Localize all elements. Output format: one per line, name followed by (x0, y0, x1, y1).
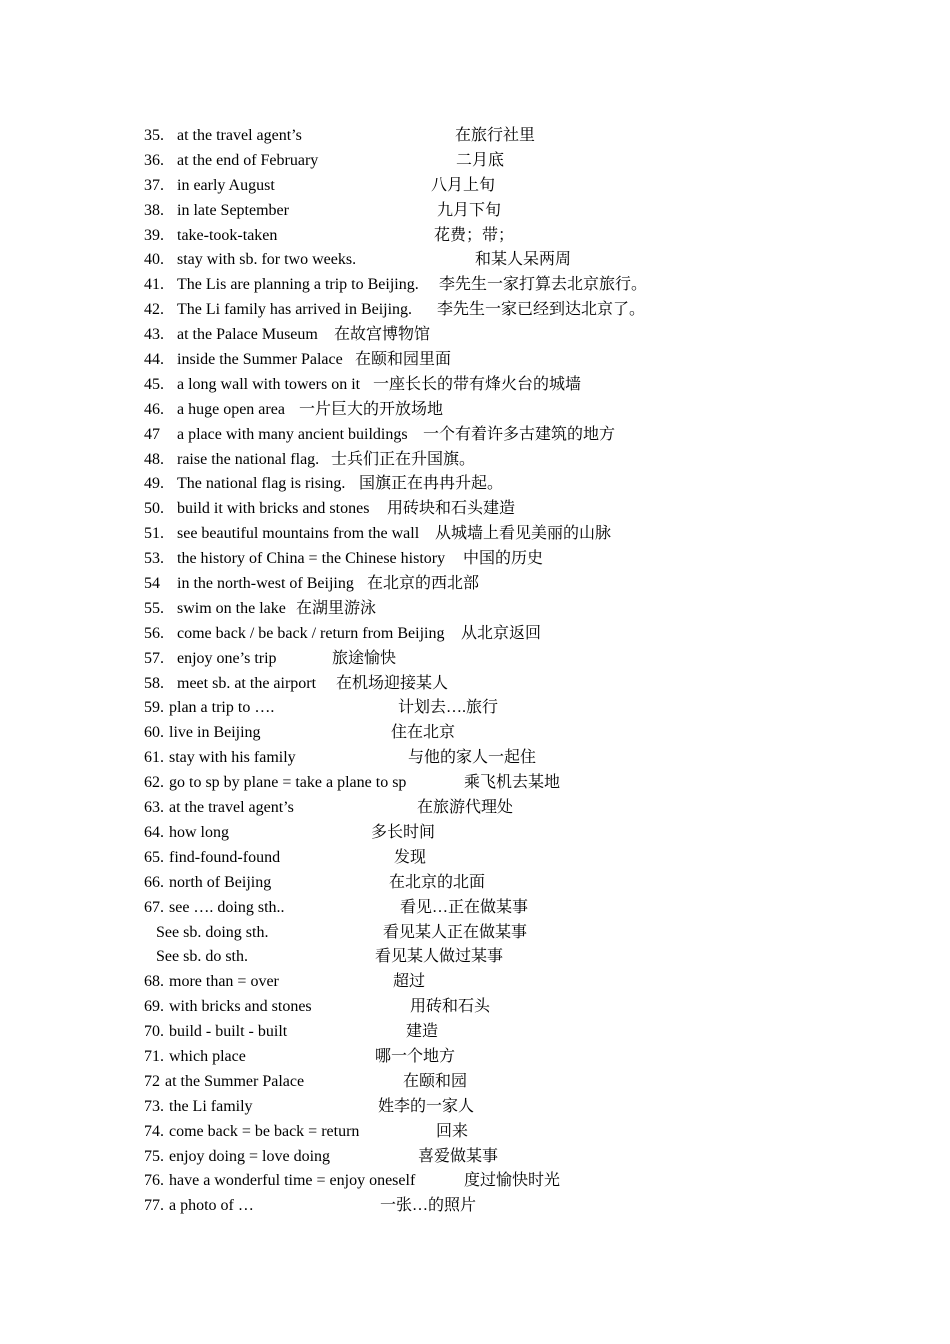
english-phrase: have a wonderful time = enjoy oneself (169, 1172, 416, 1190)
chinese-translation: 与他的家人一起住 (408, 749, 537, 767)
vocabulary-entry (144, 248, 864, 273)
english-phrase: enjoy one’s trip (177, 649, 277, 667)
chinese-translation: 在机场迎接某人 (336, 674, 449, 692)
english-phrase: come back = be back = return (169, 1122, 360, 1140)
english-phrase: at the end of February (177, 151, 319, 169)
vocabulary-entry (144, 721, 864, 746)
entry-number: 46. (144, 400, 164, 418)
entry-number: 48. (144, 450, 164, 468)
english-phrase: stay with his family (169, 749, 296, 767)
english-phrase: stay with sb. for two weeks. (177, 251, 357, 269)
entry-number: 59. (144, 699, 164, 717)
chinese-translation: 九月下旬 (437, 201, 502, 219)
chinese-translation: 八月上旬 (431, 176, 496, 194)
chinese-translation: 李先生一家打算去北京旅行。 (439, 276, 648, 294)
entry-number: 55. (144, 599, 164, 617)
chinese-translation: 从城墙上看见美丽的山脉 (435, 525, 612, 543)
english-phrase: swim on the lake (177, 599, 286, 617)
english-phrase: The national flag is rising. (177, 475, 346, 493)
vocabulary-entry (144, 1020, 864, 1045)
entry-number: 75. (144, 1147, 164, 1165)
entry-number: 38. (144, 201, 164, 219)
english-phrase: which place (169, 1047, 246, 1065)
vocabulary-entry (144, 1194, 864, 1219)
english-phrase: go to sp by plane = take a plane to sp (169, 774, 407, 792)
vocabulary-entry (144, 323, 864, 348)
chinese-translation: 姓李的一家人 (378, 1097, 475, 1115)
vocabulary-entry (144, 871, 864, 896)
vocabulary-entry (144, 1095, 864, 1120)
vocabulary-entry (144, 1145, 864, 1170)
entry-number: 74. (144, 1122, 164, 1140)
english-phrase: find-found-found (169, 848, 281, 866)
chinese-translation: 超过 (393, 973, 426, 991)
english-phrase: a huge open area (177, 400, 285, 418)
chinese-translation: 中国的历史 (463, 550, 544, 568)
chinese-translation: 一张…的照片 (380, 1197, 477, 1215)
english-phrase: at the travel agent’s (177, 127, 302, 144)
chinese-translation: 一个有着许多古建筑的地方 (423, 425, 616, 443)
entry-number: 35. (144, 127, 164, 144)
vocabulary-entry (144, 1120, 864, 1145)
vocabulary-entry (144, 522, 864, 547)
entry-number: 71. (144, 1047, 164, 1065)
vocabulary-entry (144, 846, 864, 871)
vocabulary-entry (144, 597, 864, 622)
chinese-translation: 哪一个地方 (375, 1047, 456, 1065)
chinese-translation: 国旗正在冉冉升起。 (359, 475, 504, 493)
entry-number: 58. (144, 674, 164, 692)
chinese-translation: 李先生一家已经到达北京了。 (437, 301, 646, 319)
english-phrase: a long wall with towers on it (177, 375, 361, 393)
entry-number: 61. (144, 749, 164, 767)
chinese-translation: 一座长长的带有烽火台的城墙 (373, 375, 582, 393)
vocabulary-entry (144, 348, 864, 373)
english-phrase: meet sb. at the airport (177, 674, 317, 692)
vocabulary-entry (144, 1169, 864, 1194)
entry-number: 41. (144, 276, 164, 294)
entry-number: 39. (144, 226, 164, 244)
vocabulary-entry (144, 970, 864, 995)
chinese-translation: 在湖里游泳 (296, 599, 377, 617)
chinese-translation: 用砖块和石头建造 (387, 500, 516, 518)
entry-number: 43. (144, 326, 164, 344)
entry-number: 77. (144, 1197, 164, 1215)
vocabulary-list (144, 124, 864, 1219)
entry-number: 76. (144, 1172, 164, 1190)
chinese-translation: 在颐和园 (403, 1072, 468, 1090)
chinese-translation: 花费；带； (434, 226, 515, 244)
chinese-translation: 喜爱做某事 (418, 1147, 499, 1165)
vocabulary-entry (144, 746, 864, 771)
vocabulary-entry (144, 124, 864, 149)
entry-number: 56. (144, 624, 164, 642)
entry-number: 49. (144, 475, 164, 493)
vocabulary-entry (144, 796, 864, 821)
chinese-translation: 和某人呆两周 (475, 251, 572, 269)
vocabulary-entry (144, 224, 864, 249)
vocabulary-entry (144, 995, 864, 1020)
english-phrase: at the Palace Museum (177, 326, 318, 344)
entry-number: 60. (144, 724, 164, 742)
english-phrase: the Li family (169, 1097, 253, 1115)
chinese-translation: 发现 (394, 848, 427, 866)
english-phrase: See sb. doing sth. (156, 923, 269, 941)
vocabulary-entry (144, 199, 864, 224)
english-phrase: with bricks and stones (169, 998, 312, 1016)
vocabulary-entry (144, 647, 864, 672)
chinese-translation: 建造 (406, 1023, 439, 1041)
chinese-translation: 在故宫博物馆 (334, 326, 431, 344)
vocabulary-entry (144, 1045, 864, 1070)
english-phrase: plan a trip to …. (169, 699, 275, 717)
english-phrase: come back / be back / return from Beijing (177, 624, 445, 642)
chinese-translation: 看见某人做过某事 (375, 948, 504, 966)
entry-number: 57. (144, 649, 164, 667)
entry-number: 68. (144, 973, 164, 991)
entry-number: 65. (144, 848, 164, 866)
english-phrase: north of Beijing (169, 873, 272, 891)
english-phrase: The Lis are planning a trip to Beijing. (177, 276, 419, 294)
chinese-translation: 一片巨大的开放场地 (299, 400, 444, 418)
vocabulary-entry (144, 373, 864, 398)
english-phrase: See sb. do sth. (156, 948, 248, 966)
entry-number: 44. (144, 351, 164, 369)
english-phrase: The Li family has arrived in Beijing. (177, 301, 413, 319)
vocabulary-entry (144, 821, 864, 846)
vocabulary-entry (144, 273, 864, 298)
entry-number: 63. (144, 799, 164, 817)
english-phrase: build - built - built (169, 1023, 288, 1041)
chinese-translation: 从北京返回 (461, 624, 542, 642)
vocabulary-entry (144, 696, 864, 721)
chinese-translation: 计划去….旅行 (398, 699, 499, 717)
entry-number: 51. (144, 525, 164, 543)
english-phrase: how long (169, 823, 229, 841)
english-phrase: at the travel agent’s (169, 799, 294, 817)
entry-number: 64. (144, 823, 164, 841)
chinese-translation: 看见某人正在做某事 (383, 923, 528, 941)
vocabulary-entry (144, 622, 864, 647)
chinese-translation: 二月底 (456, 151, 505, 169)
chinese-translation: 旅途愉快 (332, 649, 397, 667)
chinese-translation: 士兵们正在升国旗。 (331, 450, 476, 468)
english-phrase: in early August (177, 176, 275, 194)
chinese-translation: 多长时间 (371, 823, 436, 841)
english-phrase: inside the Summer Palace (177, 351, 343, 369)
vocabulary-entry (144, 896, 864, 921)
chinese-translation: 在旅行社里 (455, 127, 536, 144)
english-phrase: a photo of … (169, 1197, 254, 1215)
entry-number: 42. (144, 301, 164, 319)
english-phrase: see beautiful mountains from the wall (177, 525, 420, 543)
english-phrase: in the north-west of Beijing (177, 575, 354, 593)
vocabulary-entry (144, 672, 864, 697)
vocabulary-entry (144, 945, 864, 970)
chinese-translation: 在北京的西北部 (367, 575, 480, 593)
vocabulary-entry (144, 771, 864, 796)
chinese-translation: 在颐和园里面 (355, 351, 452, 369)
entry-number: 50. (144, 500, 164, 518)
vocabulary-entry (144, 423, 864, 448)
vocabulary-entry (144, 572, 864, 597)
vocabulary-entry (144, 472, 864, 497)
entry-number: 37. (144, 176, 164, 194)
chinese-translation: 在旅游代理处 (417, 799, 514, 817)
vocabulary-entry (144, 448, 864, 473)
english-phrase: the history of China = the Chinese history (177, 550, 446, 568)
entry-number: 40. (144, 251, 164, 269)
entry-number: 62. (144, 774, 164, 792)
vocabulary-entry (144, 298, 864, 323)
english-phrase: live in Beijing (169, 724, 261, 742)
vocabulary-entry (144, 497, 864, 522)
vocabulary-entry (144, 547, 864, 572)
chinese-translation: 住在北京 (391, 724, 456, 742)
entry-number: 69. (144, 998, 164, 1016)
english-phrase: in late September (177, 201, 289, 219)
chinese-translation: 度过愉快时光 (464, 1172, 561, 1190)
english-phrase: enjoy doing = love doing (169, 1147, 331, 1165)
entry-number: 73. (144, 1097, 164, 1115)
vocabulary-entry (144, 174, 864, 199)
chinese-translation: 在北京的北面 (389, 873, 486, 891)
chinese-translation: 回来 (436, 1122, 469, 1140)
entry-number: 72 (144, 1072, 160, 1090)
chinese-translation: 看见…正在做某事 (400, 898, 529, 916)
entry-number: 67. (144, 898, 164, 916)
vocabulary-entry (144, 921, 864, 946)
english-phrase: more than = over (169, 973, 279, 991)
entry-number: 47 (144, 425, 160, 443)
entry-number: 53. (144, 550, 164, 568)
vocabulary-entry (144, 149, 864, 174)
entry-number: 36. (144, 151, 164, 169)
entry-number: 54 (144, 575, 160, 593)
vocabulary-entry (144, 1070, 864, 1095)
english-phrase: a place with many ancient buildings (177, 425, 408, 443)
chinese-translation: 用砖和石头 (410, 998, 491, 1016)
english-phrase: raise the national flag. (177, 450, 320, 468)
entry-number: 45. (144, 375, 164, 393)
english-phrase: build it with bricks and stones (177, 500, 370, 518)
entry-number: 66. (144, 873, 164, 891)
english-phrase: at the Summer Palace (165, 1072, 305, 1090)
entry-number: 70. (144, 1023, 164, 1041)
vocabulary-entry (144, 398, 864, 423)
chinese-translation: 乘飞机去某地 (464, 774, 561, 792)
english-phrase: take-took-taken (177, 226, 278, 244)
english-phrase: see …. doing sth.. (169, 898, 285, 916)
